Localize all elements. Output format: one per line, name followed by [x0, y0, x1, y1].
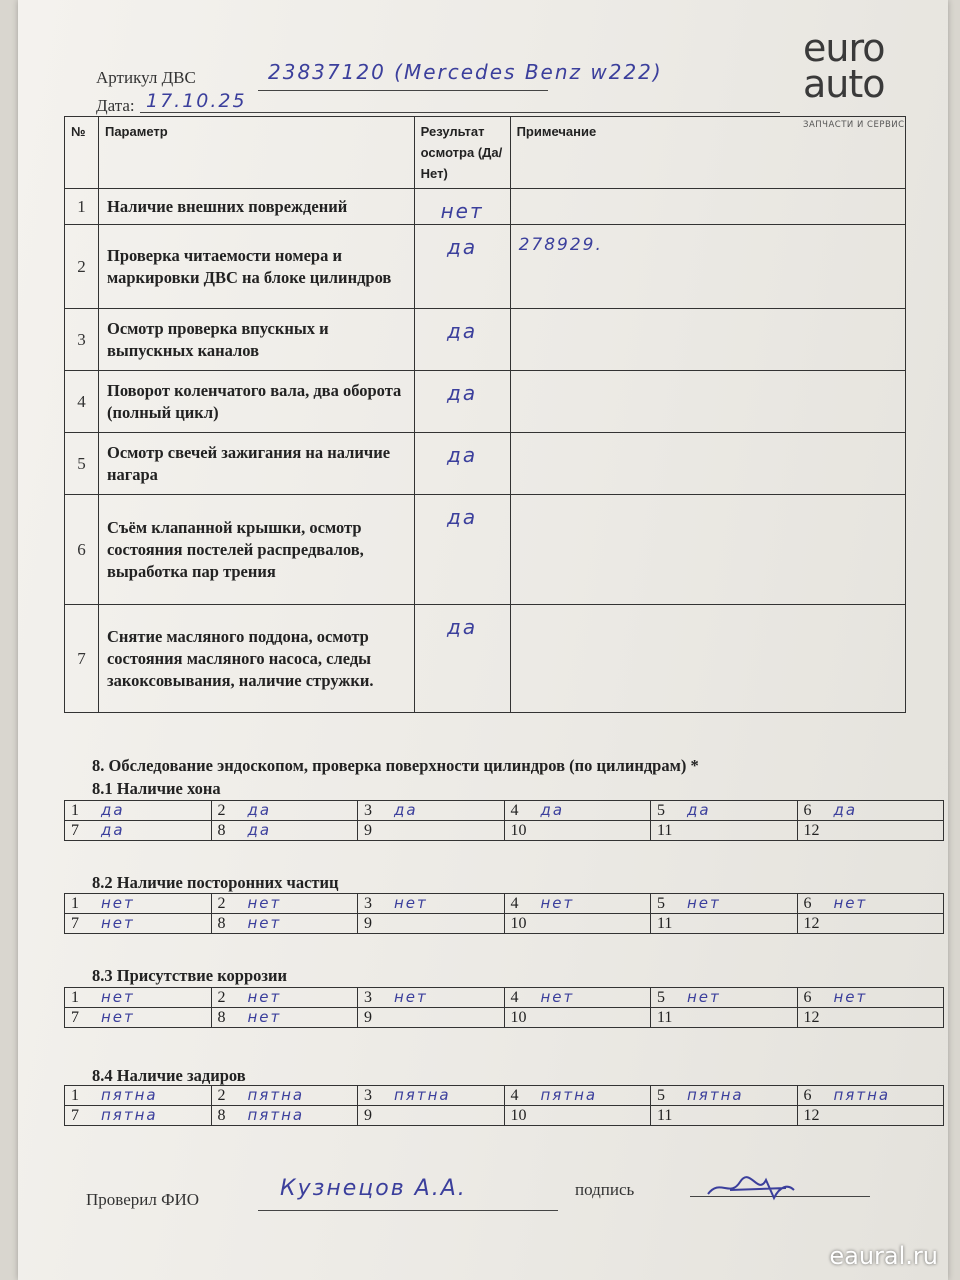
- cylinder-cell: 8 пятна: [211, 1106, 358, 1126]
- cylinder-cell: 8 нет: [211, 914, 358, 934]
- row-parameter: Поворот коленчатого вала, два оборота (полный цикл): [98, 371, 414, 433]
- cylinder-cell: 1 нет: [65, 988, 212, 1008]
- date-value: 17.10.25: [146, 90, 247, 112]
- cylinder-cell: 7 да: [65, 821, 212, 841]
- cylinder-row: [65, 894, 944, 914]
- row-parameter: Снятие масляного поддона, осмотр состояния масляного насоса, следы закоксовывания, наличие стружки.: [98, 605, 414, 713]
- cylinder-cell: 5 нет: [651, 894, 798, 914]
- cylinder-cell: 10: [504, 914, 651, 934]
- cylinder-cell: 6 пятна: [797, 1086, 944, 1106]
- row-result: да: [414, 605, 510, 713]
- section8-1-title: 8.1 Наличие хона: [92, 779, 221, 798]
- cylinder-cell: 9: [358, 1106, 505, 1126]
- row-result: да: [414, 371, 510, 433]
- checklist-row: [65, 495, 906, 605]
- row-result: нет: [414, 189, 510, 225]
- cylinder-cell: 2 да: [211, 801, 358, 821]
- scoring-table: [64, 1085, 944, 1126]
- checklist-row: [65, 433, 906, 495]
- section8-title: 8. Обследование эндоскопом, проверка поверхности цилиндров (по цилиндрам) *: [92, 756, 699, 775]
- col-num-header: №: [65, 117, 99, 189]
- row-result: да: [414, 225, 510, 309]
- cylinder-cell: 8 нет: [211, 1008, 358, 1028]
- cylinder-cell: 7 нет: [65, 914, 212, 934]
- corrosion-table: [64, 987, 944, 1028]
- cylinder-cell: 9: [358, 821, 505, 841]
- cylinder-cell: 8 да: [211, 821, 358, 841]
- cylinder-cell: 4 да: [504, 801, 651, 821]
- row-number: 3: [65, 309, 99, 371]
- date-label: Дата:: [96, 96, 135, 115]
- cylinder-cell: 9: [358, 1008, 505, 1028]
- site-watermark: eaural.ru: [829, 1242, 938, 1270]
- cylinder-cell: 2 нет: [211, 894, 358, 914]
- cylinder-row: [65, 1086, 944, 1106]
- col-result-header: Результат осмотра (Да/Нет): [414, 117, 510, 189]
- row-number: 1: [65, 189, 99, 225]
- cylinder-row: [65, 988, 944, 1008]
- honing-table: [64, 800, 944, 841]
- cylinder-cell: 1 да: [65, 801, 212, 821]
- col-note-header: Примечание: [510, 117, 905, 189]
- cylinder-cell: 4 нет: [504, 894, 651, 914]
- row-number: 6: [65, 495, 99, 605]
- logo-word-euro: euro: [803, 26, 885, 70]
- checklist-row: [65, 605, 906, 713]
- cylinder-cell: 3 да: [358, 801, 505, 821]
- cylinder-cell: 3 нет: [358, 988, 505, 1008]
- article-value: 23837120 (Mercedes Benz w222): [268, 60, 663, 84]
- row-parameter: Съём клапанной крышки, осмотр состояния постелей распредвалов, выработка пар трения: [98, 495, 414, 605]
- cylinder-cell: 6 нет: [797, 988, 944, 1008]
- cylinder-cell: 12: [797, 914, 944, 934]
- article-label: Артикул ДВС: [96, 68, 196, 87]
- cylinder-cell: 10: [504, 821, 651, 841]
- cylinder-cell: 10: [504, 1008, 651, 1028]
- row-parameter: Наличие внешних повреждений: [98, 189, 414, 225]
- article-underline: [258, 90, 548, 91]
- checklist-row: [65, 371, 906, 433]
- checklist-row: [65, 225, 906, 309]
- cylinder-cell: 9: [358, 914, 505, 934]
- cylinder-row: [65, 801, 944, 821]
- row-number: 4: [65, 371, 99, 433]
- row-parameter: Проверка читаемости номера и маркировки ДВС на блоке цилиндров: [98, 225, 414, 309]
- handwritten-signature: [700, 1168, 800, 1208]
- cylinder-cell: 2 пятна: [211, 1086, 358, 1106]
- cylinder-cell: 5 пятна: [651, 1086, 798, 1106]
- cylinder-row: [65, 1106, 944, 1126]
- cylinder-cell: 6 нет: [797, 894, 944, 914]
- cylinder-cell: 3 нет: [358, 894, 505, 914]
- section8-3-title: 8.3 Присутствие коррозии: [92, 966, 288, 985]
- cylinder-cell: 6 да: [797, 801, 944, 821]
- cylinder-cell: 7 нет: [65, 1008, 212, 1028]
- row-note: [510, 433, 905, 495]
- cylinder-cell: 5 нет: [651, 988, 798, 1008]
- cylinder-row: [65, 914, 944, 934]
- cylinder-cell: 3 пятна: [358, 1086, 505, 1106]
- cylinder-cell: 11: [651, 1106, 798, 1126]
- cylinder-cell: 10: [504, 1106, 651, 1126]
- row-parameter: Осмотр свечей зажигания на наличие нагара: [98, 433, 414, 495]
- checklist-table: [64, 116, 906, 713]
- checklist-row: [65, 309, 906, 371]
- cylinder-cell: 11: [651, 821, 798, 841]
- cylinder-cell: 5 да: [651, 801, 798, 821]
- row-result: да: [414, 309, 510, 371]
- cylinder-cell: 7 пятна: [65, 1106, 212, 1126]
- cylinder-cell: 12: [797, 1106, 944, 1126]
- row-note: 278929.: [510, 225, 905, 309]
- euroauto-logo: [803, 26, 923, 130]
- cylinder-cell: 1 нет: [65, 894, 212, 914]
- row-note: [510, 189, 905, 225]
- cylinder-cell: 11: [651, 914, 798, 934]
- cylinder-cell: 11: [651, 1008, 798, 1028]
- section8-4-title: 8.4 Наличие задиров: [92, 1066, 246, 1085]
- cylinder-row: [65, 1008, 944, 1028]
- checked-by-label: Проверил ФИО: [86, 1190, 200, 1209]
- cylinder-cell: 12: [797, 1008, 944, 1028]
- row-number: 7: [65, 605, 99, 713]
- row-note: [510, 309, 905, 371]
- row-parameter: Осмотр проверка впускных и выпускных каналов: [98, 309, 414, 371]
- row-number: 5: [65, 433, 99, 495]
- checked-by-value: Кузнецов А.А.: [280, 1176, 467, 1201]
- logo-word-auto: auto: [803, 62, 885, 106]
- cylinder-cell: 1 пятна: [65, 1086, 212, 1106]
- checked-by-underline: [258, 1210, 558, 1211]
- cylinder-cell: 12: [797, 821, 944, 841]
- logo-tagline: ЗАПЧАСТИ И СЕРВИС: [803, 120, 905, 130]
- row-note: [510, 605, 905, 713]
- cylinder-cell: 4 нет: [504, 988, 651, 1008]
- cylinder-cell: 4 пятна: [504, 1086, 651, 1106]
- row-note: [510, 371, 905, 433]
- signature-label: подпись: [575, 1180, 635, 1199]
- row-result: да: [414, 433, 510, 495]
- particles-table: [64, 893, 944, 934]
- col-param-header: Параметр: [98, 117, 414, 189]
- row-result: да: [414, 495, 510, 605]
- row-number: 2: [65, 225, 99, 309]
- cylinder-cell: 2 нет: [211, 988, 358, 1008]
- row-note: [510, 495, 905, 605]
- checklist-header-row: [65, 117, 906, 189]
- checklist-row: [65, 189, 906, 225]
- cylinder-row: [65, 821, 944, 841]
- date-underline: [140, 112, 780, 113]
- section8-2-title: 8.2 Наличие посторонних частиц: [92, 873, 339, 892]
